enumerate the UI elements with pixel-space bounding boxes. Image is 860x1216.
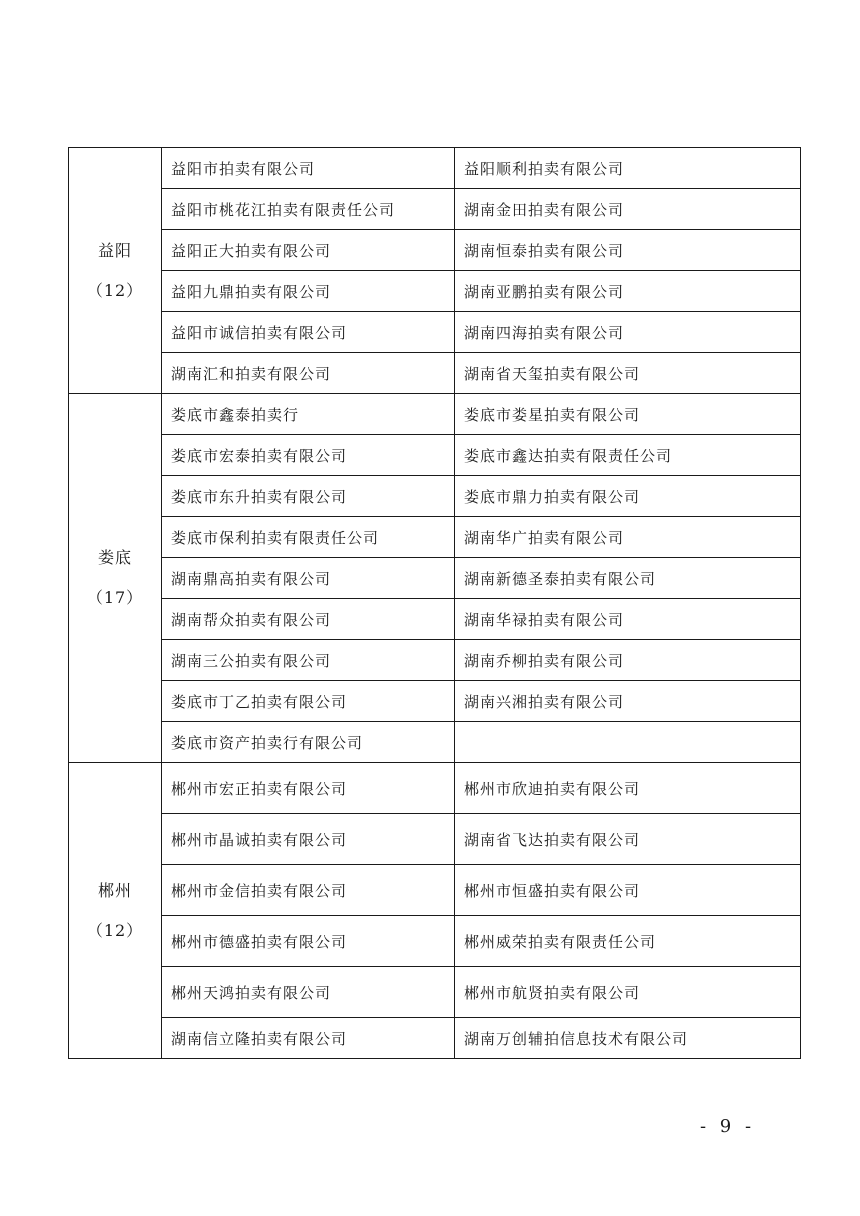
table-row: [69, 476, 801, 517]
company-name-cell: 郴州市金信拍卖有限公司: [162, 865, 455, 916]
company-name-cell: 娄底市鼎力拍卖有限公司: [455, 476, 801, 517]
company-name-cell: 湖南亚鹏拍卖有限公司: [455, 271, 801, 312]
table-row: [69, 1018, 801, 1059]
company-name-cell: 湖南省天玺拍卖有限公司: [455, 353, 801, 394]
company-name-cell: 郴州市欣迪拍卖有限公司: [455, 763, 801, 814]
table-row: [69, 271, 801, 312]
company-name-cell: 湖南汇和拍卖有限公司: [162, 353, 455, 394]
company-name-cell: 湖南华禄拍卖有限公司: [455, 599, 801, 640]
company-name-cell: 娄底市东升拍卖有限公司: [162, 476, 455, 517]
company-name-cell: 湖南兴湘拍卖有限公司: [455, 681, 801, 722]
company-name-cell: 郴州市宏正拍卖有限公司: [162, 763, 455, 814]
table-row: [69, 967, 801, 1018]
region-name: 郴州: [97, 880, 132, 900]
region-cell: [69, 394, 162, 763]
page-number: - 9 -: [700, 1116, 756, 1137]
company-name-cell: 益阳正大拍卖有限公司: [162, 230, 455, 271]
table-row: [69, 148, 801, 189]
company-name-cell: 湖南信立隆拍卖有限公司: [162, 1018, 455, 1059]
table-row: [69, 517, 801, 558]
company-name-cell: 娄底市娄星拍卖有限公司: [455, 394, 801, 435]
company-name-cell: 湖南乔柳拍卖有限公司: [455, 640, 801, 681]
table-row: [69, 763, 801, 814]
region-cell: [69, 763, 162, 1059]
company-name-cell: 湖南金田拍卖有限公司: [455, 189, 801, 230]
company-name-cell: 娄底市宏泰拍卖有限公司: [162, 435, 455, 476]
company-name-cell: 湖南万创辅拍信息技术有限公司: [455, 1018, 801, 1059]
company-name-cell: 娄底市资产拍卖行有限公司: [162, 722, 455, 763]
company-name-cell: 湖南省飞达拍卖有限公司: [455, 814, 801, 865]
company-name-cell: 郴州威荣拍卖有限责任公司: [455, 916, 801, 967]
company-name-cell: [455, 722, 801, 763]
table-row: [69, 865, 801, 916]
table-row: [69, 558, 801, 599]
company-name-cell: 湖南恒泰拍卖有限公司: [455, 230, 801, 271]
region-cell: [69, 148, 162, 394]
company-name-cell: 郴州市德盛拍卖有限公司: [162, 916, 455, 967]
company-name-cell: 娄底市丁乙拍卖有限公司: [162, 681, 455, 722]
company-name-cell: 湖南三公拍卖有限公司: [162, 640, 455, 681]
table-row: [69, 916, 801, 967]
company-name-cell: 娄底市保利拍卖有限责任公司: [162, 517, 455, 558]
table-row: [69, 814, 801, 865]
company-name-cell: 郴州市晶诚拍卖有限公司: [162, 814, 455, 865]
company-name-cell: 益阳市桃花江拍卖有限责任公司: [162, 189, 455, 230]
company-name-cell: 湖南新德圣泰拍卖有限公司: [455, 558, 801, 599]
table-row: [69, 394, 801, 435]
region-count: （12）: [86, 920, 144, 940]
company-name-cell: 郴州市恒盛拍卖有限公司: [455, 865, 801, 916]
company-name-cell: 湖南鼎高拍卖有限公司: [162, 558, 455, 599]
table-row: [69, 722, 801, 763]
region-count: （12）: [86, 280, 144, 300]
company-name-cell: 娄底市鑫泰拍卖行: [162, 394, 455, 435]
company-name-cell: 湖南四海拍卖有限公司: [455, 312, 801, 353]
table-row: [69, 435, 801, 476]
company-name-cell: 娄底市鑫达拍卖有限责任公司: [455, 435, 801, 476]
company-name-cell: 郴州天鸿拍卖有限公司: [162, 967, 455, 1018]
auction-company-table: [68, 147, 801, 1059]
table-row: [69, 640, 801, 681]
company-name-cell: 益阳顺利拍卖有限公司: [455, 148, 801, 189]
region-name: 益阳: [97, 240, 132, 260]
company-name-cell: 湖南华广拍卖有限公司: [455, 517, 801, 558]
company-name-cell: 益阳九鼎拍卖有限公司: [162, 271, 455, 312]
company-name-cell: 郴州市航贤拍卖有限公司: [455, 967, 801, 1018]
region-count: （17）: [86, 588, 144, 607]
table-row: [69, 312, 801, 353]
region-name: 娄底: [97, 548, 132, 567]
table-row: [69, 599, 801, 640]
table-row: [69, 353, 801, 394]
company-name-cell: 湖南帮众拍卖有限公司: [162, 599, 455, 640]
table-row: [69, 189, 801, 230]
company-name-cell: 益阳市诚信拍卖有限公司: [162, 312, 455, 353]
company-name-cell: 益阳市拍卖有限公司: [162, 148, 455, 189]
table-row: [69, 230, 801, 271]
table-row: [69, 681, 801, 722]
